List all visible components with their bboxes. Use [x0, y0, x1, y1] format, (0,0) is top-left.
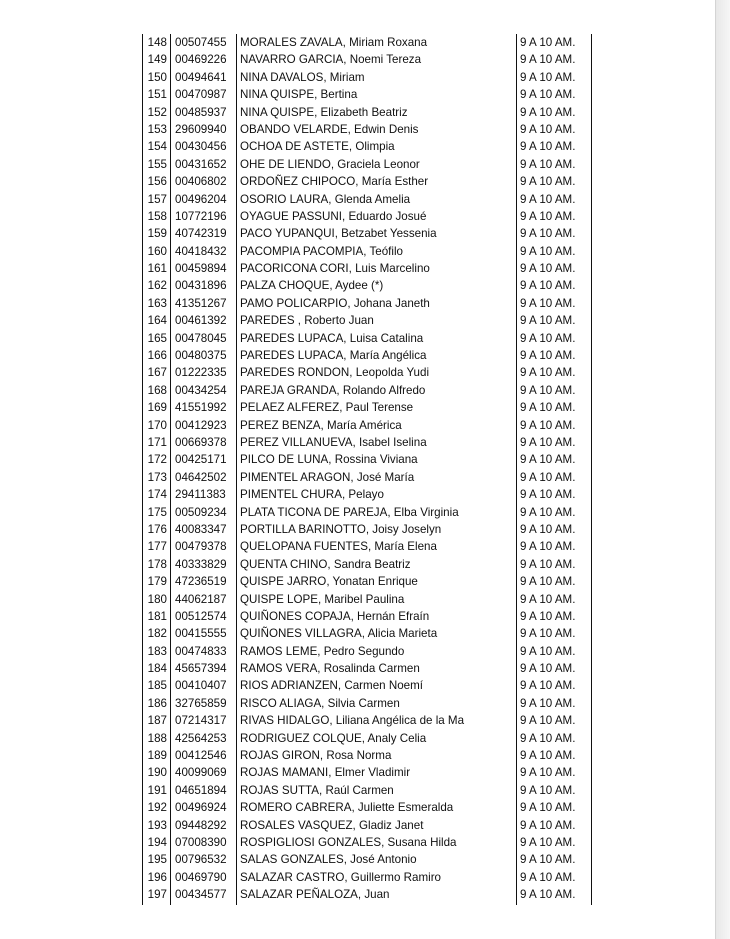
time-cell: 9 A 10 AM.: [520, 749, 576, 763]
table-row: [143, 364, 593, 381]
name-cell: RODRIGUEZ COLQUE, Analy Celia: [240, 731, 427, 745]
time-cell: 9 A 10 AM.: [520, 470, 576, 484]
dni-cell: 32765859: [175, 696, 227, 710]
dni-cell: 41551992: [175, 401, 227, 415]
table-row: [143, 556, 593, 573]
dni-cell: 00430456: [175, 140, 227, 154]
table-row: [143, 243, 593, 260]
time-cell: 9 A 10 AM.: [520, 192, 576, 206]
table-row: [143, 591, 593, 608]
time-cell: 9 A 10 AM.: [520, 331, 576, 345]
table-row: [143, 382, 593, 399]
dni-cell: 00434577: [175, 888, 227, 902]
name-cell: OBANDO VELARDE, Edwin Denis: [240, 122, 419, 136]
dni-cell: 00461392: [175, 314, 227, 328]
time-cell: 9 A 10 AM.: [520, 53, 576, 67]
table-row: [143, 277, 593, 294]
dni-cell: 00425171: [175, 453, 227, 467]
name-cell: OHE DE LIENDO, Graciela Leonor: [240, 157, 420, 171]
dni-cell: 01222335: [175, 366, 227, 380]
dni-cell: 00796532: [175, 853, 227, 867]
row-number: 169: [147, 401, 167, 415]
row-number: 195: [147, 853, 167, 867]
name-cell: OSORIO LAURA, Glenda Amelia: [240, 192, 411, 206]
time-cell: 9 A 10 AM.: [520, 540, 576, 554]
dni-cell: 10772196: [175, 209, 227, 223]
table-row: [143, 208, 593, 225]
row-number: 154: [147, 140, 167, 154]
name-cell: ROJAS GIRON, Rosa Norma: [240, 749, 392, 763]
time-cell: 9 A 10 AM.: [520, 227, 576, 241]
name-cell: ROMERO CABRERA, Juliette Esmeralda: [240, 801, 454, 815]
name-cell: SALAZAR CASTRO, Guillermo Ramiro: [240, 870, 441, 884]
table-row: [143, 677, 593, 694]
table-row: [143, 851, 593, 868]
page-edge: [715, 0, 730, 939]
time-cell: 9 A 10 AM.: [520, 783, 576, 797]
time-cell: 9 A 10 AM.: [520, 157, 576, 171]
row-number: 178: [147, 557, 167, 571]
dni-cell: 42564253: [175, 731, 227, 745]
name-cell: PEREZ VILLANUEVA, Isabel Iselina: [240, 435, 427, 449]
time-cell: 9 A 10 AM.: [520, 88, 576, 102]
row-number: 184: [147, 662, 167, 676]
time-cell: 9 A 10 AM.: [520, 70, 576, 84]
name-cell: OCHOA DE ASTETE, Olimpia: [240, 140, 395, 154]
row-number: 175: [147, 505, 167, 519]
row-number: 158: [147, 209, 167, 223]
table-row: [143, 469, 593, 486]
name-cell: PIMENTEL CHURA, Pelayo: [240, 488, 384, 502]
time-cell: 9 A 10 AM.: [520, 453, 576, 467]
name-cell: PAREDES , Roberto Juan: [240, 314, 374, 328]
dni-cell: 04651894: [175, 783, 227, 797]
dni-cell: 40099069: [175, 766, 227, 780]
table-row: [143, 799, 593, 816]
row-number: 156: [147, 175, 167, 189]
name-cell: QUISPE JARRO, Yonatan Enrique: [240, 575, 418, 589]
time-cell: 9 A 10 AM.: [520, 175, 576, 189]
time-cell: 9 A 10 AM.: [520, 505, 576, 519]
time-cell: 9 A 10 AM.: [520, 314, 576, 328]
table-row: [143, 712, 593, 729]
name-cell: ORDOÑEZ CHIPOCO, María Esther: [240, 175, 429, 189]
name-cell: RAMOS VERA, Rosalinda Carmen: [240, 662, 420, 676]
time-cell: 9 A 10 AM.: [520, 262, 576, 276]
row-number: 157: [147, 192, 167, 206]
time-cell: 9 A 10 AM.: [520, 366, 576, 380]
table-row: [143, 521, 593, 538]
name-cell: NAVARRO GARCIA, Noemi Tereza: [240, 53, 422, 67]
row-number: 194: [147, 835, 167, 849]
time-cell: 9 A 10 AM.: [520, 557, 576, 571]
time-cell: 9 A 10 AM.: [520, 853, 576, 867]
row-number: 189: [147, 749, 167, 763]
name-cell: ROSALES VASQUEZ, Gladiz Janet: [240, 818, 424, 832]
dni-cell: 09448292: [175, 818, 227, 832]
table-row: [143, 869, 593, 886]
table-row: [143, 730, 593, 747]
table-row: [143, 347, 593, 364]
dni-cell: 00415555: [175, 627, 227, 641]
row-number: 197: [147, 888, 167, 902]
table-row: [143, 625, 593, 642]
dni-cell: 00496924: [175, 801, 227, 815]
table-row: [143, 51, 593, 68]
dni-cell: 40083347: [175, 522, 227, 536]
dni-cell: 00507455: [175, 36, 227, 49]
table-row: [143, 34, 593, 51]
table-row: [143, 608, 593, 625]
dni-cell: 00512574: [175, 609, 227, 623]
row-number: 173: [147, 470, 167, 484]
table-row: [143, 260, 593, 277]
row-number: 162: [147, 279, 167, 293]
dni-cell: 00431896: [175, 279, 227, 293]
row-number: 167: [147, 366, 167, 380]
name-cell: RISCO ALIAGA, Silvia Carmen: [240, 696, 400, 710]
row-number: 170: [147, 418, 167, 432]
time-cell: 9 A 10 AM.: [520, 435, 576, 449]
time-cell: 9 A 10 AM.: [520, 818, 576, 832]
name-cell: OYAGUE PASSUNI, Eduardo Josué: [240, 209, 427, 223]
dni-cell: 07008390: [175, 835, 227, 849]
name-cell: ROJAS SUTTA, Raúl Carmen: [240, 783, 394, 797]
time-cell: 9 A 10 AM.: [520, 36, 576, 49]
name-cell: ROJAS MAMANI, Elmer Vladimir: [240, 766, 411, 780]
time-cell: 9 A 10 AM.: [520, 801, 576, 815]
table-row: [143, 434, 593, 451]
dni-cell: 00410407: [175, 679, 227, 693]
time-cell: 9 A 10 AM.: [520, 209, 576, 223]
name-cell: RIVAS HIDALGO, Liliana Angélica de la Ma: [240, 714, 465, 728]
time-cell: 9 A 10 AM.: [520, 870, 576, 884]
dni-cell: 00469226: [175, 53, 227, 67]
row-number: 159: [147, 227, 167, 241]
row-number: 183: [147, 644, 167, 658]
dni-cell: 00669378: [175, 435, 227, 449]
name-cell: SALAZAR PEÑALOZA, Juan: [240, 888, 390, 902]
name-cell: QUISPE LOPE, Maribel Paulina: [240, 592, 405, 606]
row-number: 196: [147, 870, 167, 884]
row-number: 149: [147, 53, 167, 67]
row-number: 160: [147, 244, 167, 258]
row-number: 161: [147, 262, 167, 276]
table-row: [143, 173, 593, 190]
table-row: [143, 138, 593, 155]
time-cell: 9 A 10 AM.: [520, 731, 576, 745]
row-number: 187: [147, 714, 167, 728]
table-row: [143, 660, 593, 677]
name-cell: QUELOPANA FUENTES, María Elena: [240, 540, 437, 554]
row-number: 186: [147, 696, 167, 710]
time-cell: 9 A 10 AM.: [520, 140, 576, 154]
row-number: 163: [147, 296, 167, 310]
time-cell: 9 A 10 AM.: [520, 679, 576, 693]
dni-cell: 00485937: [175, 105, 227, 119]
table-row: [143, 156, 593, 173]
table-row: [143, 782, 593, 799]
name-cell: PACO YUPANQUI, Betzabet Yessenia: [240, 227, 437, 241]
name-cell: PLATA TICONA DE PAREJA, Elba Virginia: [240, 505, 459, 519]
row-number: 152: [147, 105, 167, 119]
time-cell: 9 A 10 AM.: [520, 418, 576, 432]
time-cell: 9 A 10 AM.: [520, 644, 576, 658]
dni-cell: 00494641: [175, 70, 227, 84]
table-row: [143, 225, 593, 242]
table-row: [143, 69, 593, 86]
name-cell: PALZA CHOQUE, Aydee (*): [240, 279, 384, 293]
name-cell: PIMENTEL ARAGON, José María: [240, 470, 415, 484]
dni-cell: 00412546: [175, 749, 227, 763]
row-number: 153: [147, 122, 167, 136]
time-cell: 9 A 10 AM.: [520, 714, 576, 728]
dni-cell: 00470987: [175, 88, 227, 102]
dni-cell: 00480375: [175, 349, 227, 363]
row-number: 182: [147, 627, 167, 641]
row-number: 190: [147, 766, 167, 780]
row-number: 155: [147, 157, 167, 171]
row-number: 191: [147, 783, 167, 797]
row-number: 166: [147, 349, 167, 363]
name-cell: QUIÑONES VILLAGRA, Alicia Marieta: [240, 627, 438, 641]
dni-cell: 00474833: [175, 644, 227, 658]
time-cell: 9 A 10 AM.: [520, 105, 576, 119]
time-cell: 9 A 10 AM.: [520, 383, 576, 397]
time-cell: 9 A 10 AM.: [520, 349, 576, 363]
row-number: 174: [147, 488, 167, 502]
dni-cell: 29411383: [175, 488, 226, 502]
dni-cell: 45657394: [175, 662, 227, 676]
row-number: 176: [147, 522, 167, 536]
row-number: 164: [147, 314, 167, 328]
dni-cell: 40418432: [175, 244, 227, 258]
table-row: [143, 191, 593, 208]
dni-cell: 44062187: [175, 592, 227, 606]
dni-cell: 00431652: [175, 157, 227, 171]
table-row: [143, 417, 593, 434]
dni-cell: 41351267: [175, 296, 227, 310]
table-row: [143, 643, 593, 660]
table-row: [143, 747, 593, 764]
name-cell: QUIÑONES COPAJA, Hernán Efraín: [240, 609, 430, 623]
time-cell: 9 A 10 AM.: [520, 296, 576, 310]
row-number: 150: [147, 70, 167, 84]
dni-cell: 40333829: [175, 557, 227, 571]
name-cell: ROSPIGLIOSI GONZALES, Susana Hilda: [240, 835, 457, 849]
name-cell: PAREDES RONDON, Leopolda Yudi: [240, 366, 430, 380]
time-cell: 9 A 10 AM.: [520, 122, 576, 136]
dni-cell: 00406802: [175, 175, 227, 189]
participant-table: [143, 34, 593, 904]
dni-cell: 47236519: [175, 575, 227, 589]
table-row: [143, 330, 593, 347]
row-number: 177: [147, 540, 167, 554]
time-cell: 9 A 10 AM.: [520, 592, 576, 606]
name-cell: PACOMPIA PACOMPIA, Teófilo: [240, 244, 404, 258]
time-cell: 9 A 10 AM.: [520, 244, 576, 258]
table-row: [143, 451, 593, 468]
row-number: 193: [147, 818, 167, 832]
row-number: 192: [147, 801, 167, 815]
name-cell: RAMOS LEME, Pedro Segundo: [240, 644, 405, 658]
time-cell: 9 A 10 AM.: [520, 488, 576, 502]
table-row: [143, 312, 593, 329]
name-cell: NINA QUISPE, Bertina: [240, 88, 358, 102]
row-number: 179: [147, 575, 167, 589]
dni-cell: 00478045: [175, 331, 227, 345]
table-row: [143, 573, 593, 590]
table-row: [143, 104, 593, 121]
row-number: 148: [147, 36, 167, 49]
row-number: 180: [147, 592, 167, 606]
name-cell: MORALES ZAVALA, Miriam Roxana: [240, 36, 428, 49]
name-cell: PELAEZ ALFEREZ, Paul Terense: [240, 401, 414, 415]
name-cell: PACORICONA CORI, Luis Marcelino: [240, 262, 430, 276]
name-cell: PORTILLA BARINOTTO, Joisy Joselyn: [240, 522, 442, 536]
name-cell: PILCO DE LUNA, Rossina Viviana: [240, 453, 418, 467]
time-cell: 9 A 10 AM.: [520, 279, 576, 293]
dni-cell: 04642502: [175, 470, 227, 484]
time-cell: 9 A 10 AM.: [520, 888, 576, 902]
row-number: 188: [147, 731, 167, 745]
row-number: 171: [147, 435, 167, 449]
dni-cell: 00459894: [175, 262, 227, 276]
row-number: 151: [147, 88, 167, 102]
time-cell: 9 A 10 AM.: [520, 766, 576, 780]
table-row: [143, 538, 593, 555]
table-row: [143, 399, 593, 416]
dni-cell: 00496204: [175, 192, 227, 206]
name-cell: PEREZ BENZA, María América: [240, 418, 402, 432]
table-row: [143, 886, 593, 903]
dni-cell: 00412923: [175, 418, 227, 432]
dni-cell: 40742319: [175, 227, 227, 241]
dni-cell: 00509234: [175, 505, 227, 519]
row-number: 185: [147, 679, 167, 693]
table-row: [143, 817, 593, 834]
dni-cell: 00479378: [175, 540, 227, 554]
row-number: 181: [147, 609, 167, 623]
time-cell: 9 A 10 AM.: [520, 835, 576, 849]
table-row: [143, 486, 593, 503]
time-cell: 9 A 10 AM.: [520, 696, 576, 710]
time-cell: 9 A 10 AM.: [520, 401, 576, 415]
row-number: 165: [147, 331, 167, 345]
name-cell: NINA QUISPE, Elizabeth Beatriz: [240, 105, 408, 119]
time-cell: 9 A 10 AM.: [520, 522, 576, 536]
table-row: [143, 86, 593, 103]
dni-cell: 00434254: [175, 383, 227, 397]
time-cell: 9 A 10 AM.: [520, 627, 576, 641]
name-cell: PAMO POLICARPIO, Johana Janeth: [240, 296, 430, 310]
name-cell: PAREDES LUPACA, María Angélica: [240, 349, 427, 363]
time-cell: 9 A 10 AM.: [520, 575, 576, 589]
name-cell: QUENTA CHINO, Sandra Beatriz: [240, 557, 411, 571]
name-cell: PAREDES LUPACA, Luisa Catalina: [240, 331, 424, 345]
table-row: [143, 504, 593, 521]
table-row: [143, 295, 593, 312]
time-cell: 9 A 10 AM.: [520, 609, 576, 623]
table-row: [143, 121, 593, 138]
dni-cell: 00469790: [175, 870, 227, 884]
dni-cell: 07214317: [175, 714, 227, 728]
row-number: 172: [147, 453, 167, 467]
table-row: [143, 834, 593, 851]
name-cell: RIOS ADRIANZEN, Carmen Noemí: [240, 679, 423, 693]
dni-cell: 29609940: [175, 122, 227, 136]
row-number: 168: [147, 383, 167, 397]
table-row: [143, 764, 593, 781]
name-cell: PAREJA GRANDA, Rolando Alfredo: [240, 383, 426, 397]
name-cell: SALAS GONZALES, José Antonio: [240, 853, 417, 867]
name-cell: NINA DAVALOS, Miriam: [240, 70, 365, 84]
table-row: [143, 695, 593, 712]
time-cell: 9 A 10 AM.: [520, 662, 576, 676]
